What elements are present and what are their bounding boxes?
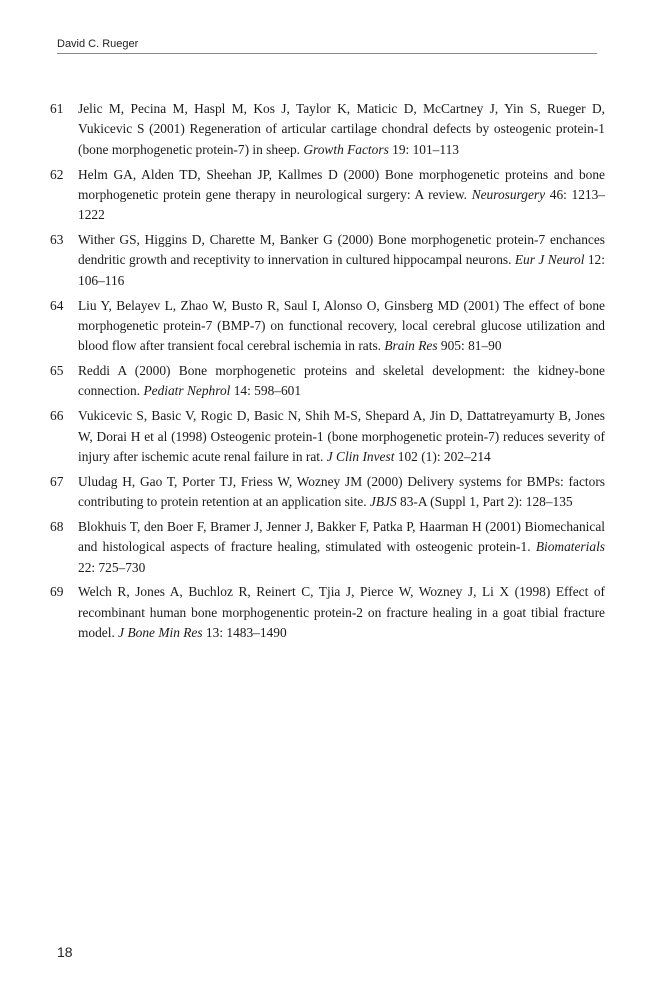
journal-title: Pediatr Nephrol bbox=[143, 383, 231, 399]
reference-citation: Wither GS, Higgins D, Charette M, Banker G (2000) Bone morphogenetic protein-7 enchances dendritic growth and receptivity to innervation in cultured hippocampal neurons. bbox=[78, 232, 605, 268]
reference-number: 67 bbox=[50, 473, 64, 489]
reference-text bbox=[78, 472, 605, 513]
reference-citation: Welch R, Jones A, Buchloz R, Reinert C, Tjia J, Pierce W, Wozney J, Li X (1998) Effect of recombinant human bone morphogenentic protein-2 on fracture healing in a goat tibial fracture model. bbox=[78, 584, 605, 641]
reference-text bbox=[78, 165, 605, 226]
journal-title: Brain Res bbox=[384, 338, 438, 354]
reference-volume-pages: 83-A (Suppl 1, Part 2): 128–135 bbox=[396, 494, 573, 510]
reference-item bbox=[50, 296, 605, 357]
reference-volume-pages: 12: 106–116 bbox=[78, 252, 605, 288]
reference-number: 61 bbox=[50, 101, 64, 116]
reference-item bbox=[50, 165, 605, 226]
reference-number: 68 bbox=[50, 518, 64, 534]
reference-number: 65 bbox=[50, 363, 64, 379]
reference-number: 63 bbox=[50, 232, 64, 248]
reference-text bbox=[78, 406, 605, 467]
reference-text bbox=[78, 582, 605, 643]
reference-item bbox=[50, 361, 605, 402]
journal-title: J Bone Min Res bbox=[118, 625, 203, 641]
reference-number: 62 bbox=[50, 166, 64, 182]
reference-text bbox=[78, 517, 605, 578]
reference-volume-pages: 14: 598–601 bbox=[230, 383, 302, 399]
running-head: David C. Rueger bbox=[57, 38, 139, 50]
reference-volume-pages: 22: 725–730 bbox=[78, 559, 146, 575]
reference-citation: Jelic M, Pecina M, Haspl M, Kos J, Taylor K, Maticic D, McCartney J, Yin S, Rueger D, Vukicevic S (2001) Regeneration of articular cartilage chondral defects by osteogenic protein-1 (bone morphogenetic protein-7) in sheep. bbox=[78, 101, 605, 157]
reference-citation: Liu Y, Belayev L, Zhao W, Busto R, Saul I, Alonso O, Ginsberg MD (2001) The effect of bone morphogenetic protein-7 (BMP-7) on functional recovery, local cerebral glucose utilization and blood flow after transient focal cerebral ischemia in rats. bbox=[78, 297, 605, 354]
reference-list bbox=[50, 99, 605, 648]
reference-citation: Reddi A (2000) Bone morphogenetic proteins and skeletal development: the kidney-bone connection. bbox=[78, 363, 605, 399]
journal-title: Neurosurgery bbox=[471, 186, 546, 202]
journal-title: J Clin Invest bbox=[326, 448, 395, 464]
reference-citation: Helm GA, Alden TD, Sheehan JP, Kallmes D (2000) Bone morphogenetic proteins and bone morphogenetic protein gene therapy in neurological surgery: A review. bbox=[78, 166, 605, 202]
reference-text bbox=[78, 99, 605, 160]
reference-item bbox=[50, 582, 605, 643]
reference-number: 66 bbox=[50, 408, 64, 424]
reference-citation: Blokhuis T, den Boer F, Bramer J, Jenner J, Bakker F, Patka P, Haarman H (2001) Biomechanical and histological aspects of fracture healing, stimulated with osteogenic protein-1. bbox=[78, 518, 605, 555]
header-rule bbox=[57, 53, 597, 54]
reference-item bbox=[50, 472, 605, 513]
reference-citation: Vukicevic S, Basic V, Rogic D, Basic N, Shih M-S, Shepard A, Jin D, Dattatreyamurty B, Jones W, Dorai H et al (1998) Osteogenic protein-1 (bone morphogenetic protein-7) reduces severity of injury after ischemic acute renal failure in rat. bbox=[78, 408, 605, 464]
journal-title: Growth Factors bbox=[303, 141, 389, 157]
reference-item bbox=[50, 230, 605, 291]
reference-number: 64 bbox=[50, 297, 64, 313]
journal-title: Biomaterials bbox=[535, 539, 605, 555]
journal-title: Eur J Neurol bbox=[514, 252, 585, 268]
reference-citation: Uludag H, Gao T, Porter TJ, Friess W, Wozney JM (2000) Delivery systems for BMPs: factors contributing to protein retention at an application site. bbox=[78, 473, 605, 510]
reference-volume-pages: 46: 1213–1222 bbox=[78, 186, 605, 223]
reference-volume-pages: 102 (1): 202–214 bbox=[394, 448, 491, 464]
reference-text bbox=[78, 361, 605, 402]
journal-title: JBJS bbox=[369, 494, 397, 510]
reference-item bbox=[50, 517, 605, 578]
reference-number: 69 bbox=[50, 584, 64, 600]
reference-volume-pages: 13: 1483–1490 bbox=[202, 625, 287, 641]
page-number: 18 bbox=[57, 944, 73, 960]
reference-text bbox=[78, 296, 605, 357]
reference-item bbox=[50, 406, 605, 467]
reference-item bbox=[50, 99, 605, 160]
reference-volume-pages: 19: 101–113 bbox=[388, 141, 459, 157]
reference-text bbox=[78, 230, 605, 291]
reference-volume-pages: 905: 81–90 bbox=[437, 338, 502, 354]
